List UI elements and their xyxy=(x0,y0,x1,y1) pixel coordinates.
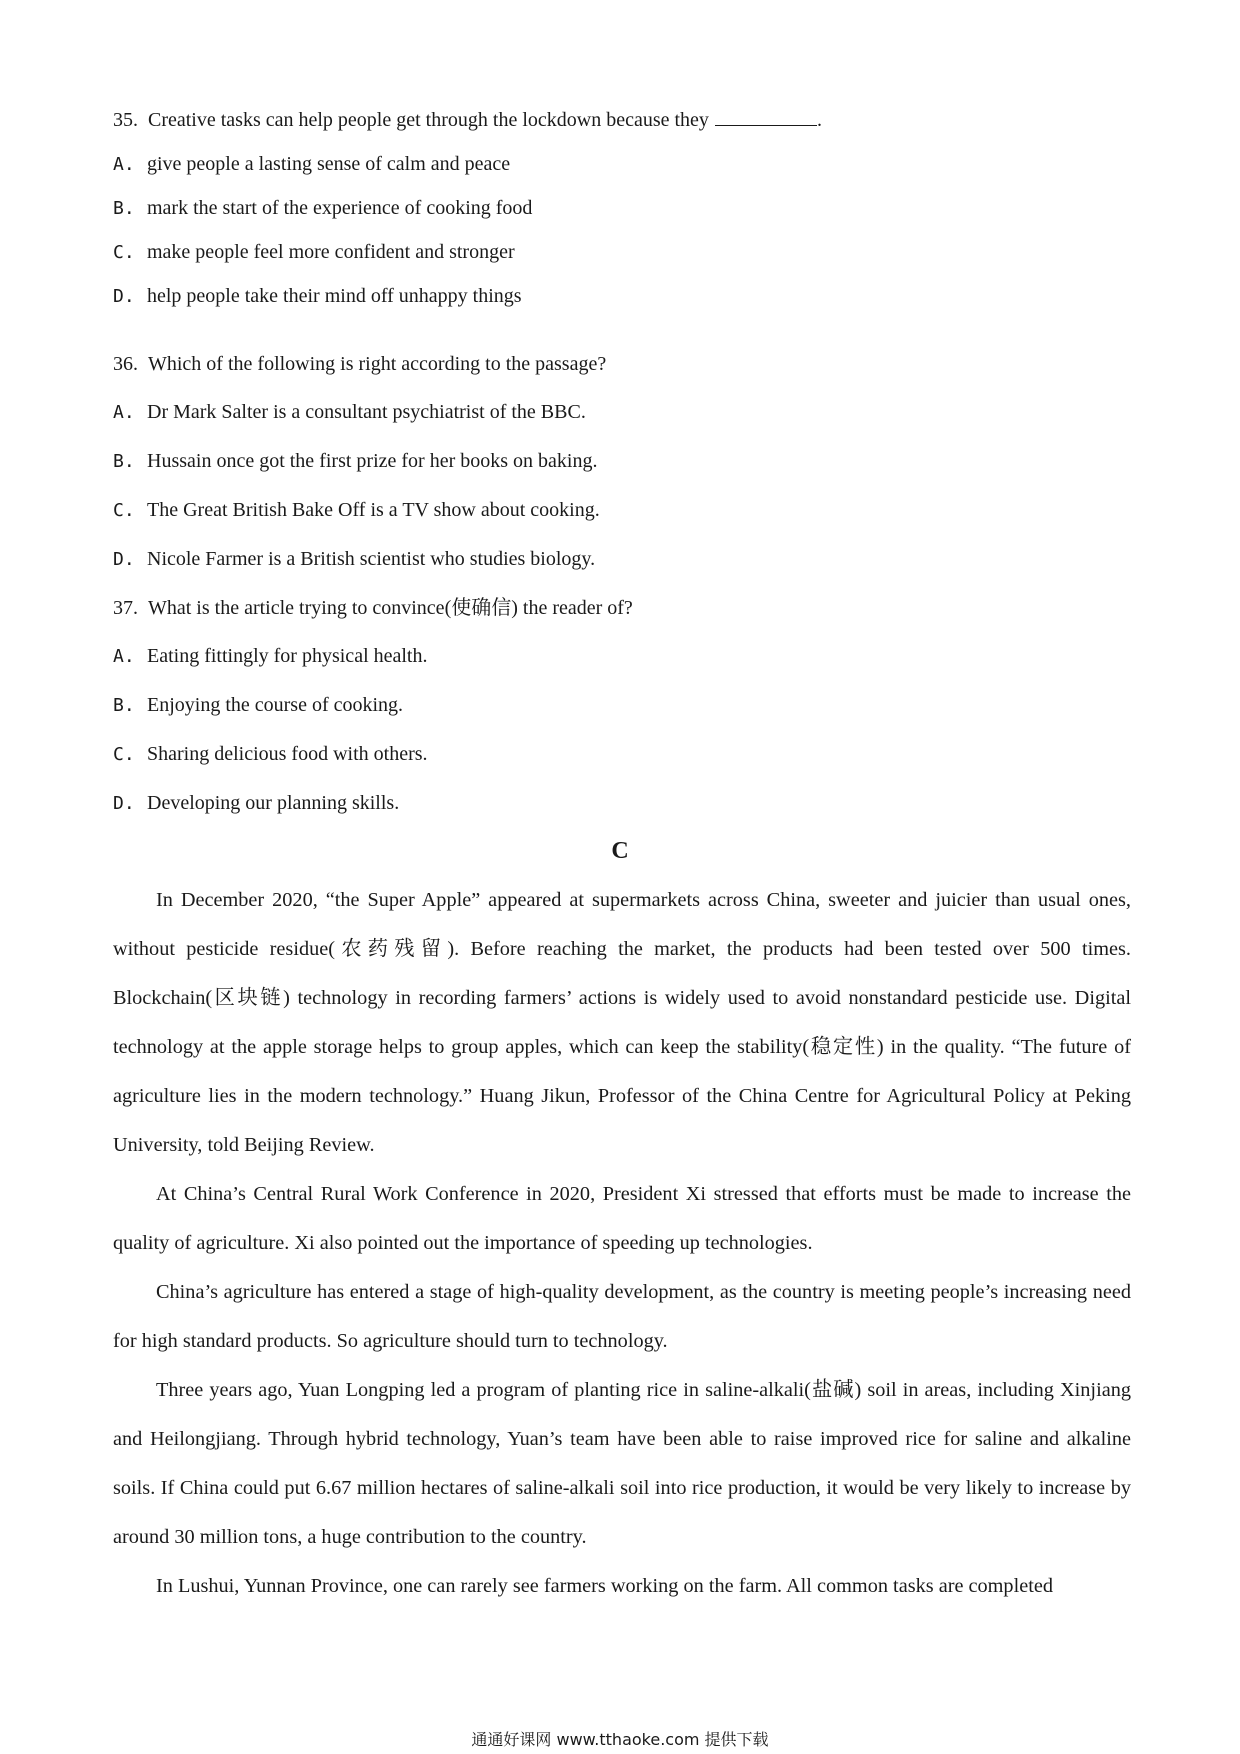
option-letter: C. xyxy=(113,242,135,263)
option-text: Developing our planning skills. xyxy=(147,792,400,814)
option-37-c xyxy=(113,740,428,769)
passage-paragraph-4: Three years ago, Yuan Longping led a program of planting rice in saline-alkali(盐碱) soil in areas, including Xinjiang and Heilongjiang. Through hybrid technology, Yuan’s team have been able to raise improved rice for saline and alkaline soils. If China could put 6.67 million hectares of saline-alkali soil into rice production, it would be very likely to increase by around 30 million tons, a huge contribution to the country. xyxy=(113,1379,1131,1548)
question-number: 35. xyxy=(113,109,138,131)
option-37-a xyxy=(113,642,428,671)
answer-blank xyxy=(715,107,817,126)
option-text: give people a lasting sense of calm and peace xyxy=(147,153,511,175)
passage-paragraph-5: In Lushui, Yunnan Province, one can rarely see farmers working on the farm. All common tasks are completed xyxy=(156,1575,1053,1597)
option-36-d xyxy=(113,545,595,574)
option-text: Dr Mark Salter is a consultant psychiatrist of the BBC. xyxy=(147,401,586,423)
option-letter: A. xyxy=(113,646,135,667)
option-36-b xyxy=(113,447,597,476)
option-letter: B. xyxy=(113,695,135,716)
option-text: Eating fittingly for physical health. xyxy=(147,645,428,667)
question-36 xyxy=(113,350,606,378)
option-letter: A. xyxy=(113,402,135,423)
option-text: Nicole Farmer is a British scientist who studies biology. xyxy=(147,548,596,570)
option-letter: D. xyxy=(113,549,135,570)
option-37-b xyxy=(113,691,403,720)
option-text: help people take their mind off unhappy things xyxy=(147,285,522,307)
option-letter: B. xyxy=(113,451,135,472)
question-number: 37. xyxy=(113,597,138,619)
option-letter: D. xyxy=(113,286,135,307)
question-37 xyxy=(113,594,633,622)
question-stem-end: . xyxy=(816,109,822,131)
option-text: mark the start of the experience of cooking food xyxy=(147,197,533,219)
page-footer: 通通好课网 www.tthaoke.com 提供下载 xyxy=(471,1730,769,1749)
option-35-c xyxy=(113,238,515,267)
option-letter: C. xyxy=(113,744,135,765)
option-letter: D. xyxy=(113,793,135,814)
option-letter: A. xyxy=(113,154,135,175)
question-number: 36. xyxy=(113,353,138,375)
question-stem: What is the article trying to convince(使确信) the reader of? xyxy=(148,597,633,619)
option-37-d xyxy=(113,789,399,818)
option-text: Enjoying the course of cooking. xyxy=(147,694,404,716)
option-text: The Great British Bake Off is a TV show about cooking. xyxy=(147,499,600,521)
option-text: make people feel more confident and stronger xyxy=(147,241,515,263)
passage-paragraph-3: China’s agriculture has entered a stage of high-quality development, as the country is meeting people’s increasing need for high standard products. So agriculture should turn to technology. xyxy=(113,1281,1131,1352)
option-36-c xyxy=(113,496,600,525)
section-heading: C xyxy=(611,838,629,864)
question-stem: Creative tasks can help people get through the lockdown because they xyxy=(148,109,709,131)
passage-paragraph-2: At China’s Central Rural Work Conference in 2020, President Xi stressed that efforts must be made to increase the quality of agriculture. Xi also pointed out the importance of speeding up technologies. xyxy=(113,1183,1131,1254)
passage-paragraph-1: In December 2020, “the Super Apple” appeared at supermarkets across China, sweeter and juicier than usual ones, without pesticide residue(农药残留). Before reaching the market, the products had been tested over 500 times. Blockchain(区块链) technology in recording farmers’ actions is widely used to avoid nonstandard pesticide use. Digital technology at the apple storage helps to group apples, which can keep the stability(稳定性) in the quality. “The future of agriculture lies in the modern technology.” Huang Jikun, Professor of the China Centre for Agricultural Policy at Peking University, told Beijing Review. xyxy=(113,889,1131,1156)
question-35 xyxy=(113,106,822,134)
option-letter: C. xyxy=(113,500,135,521)
option-text: Hussain once got the first prize for her books on baking. xyxy=(147,450,598,472)
option-36-a xyxy=(113,398,586,427)
option-text: Sharing delicious food with others. xyxy=(147,743,428,765)
question-stem: Which of the following is right according to the passage? xyxy=(148,353,607,375)
option-35-b xyxy=(113,194,532,223)
option-letter: B. xyxy=(113,198,135,219)
option-35-d xyxy=(113,282,522,311)
option-35-a xyxy=(113,150,510,179)
